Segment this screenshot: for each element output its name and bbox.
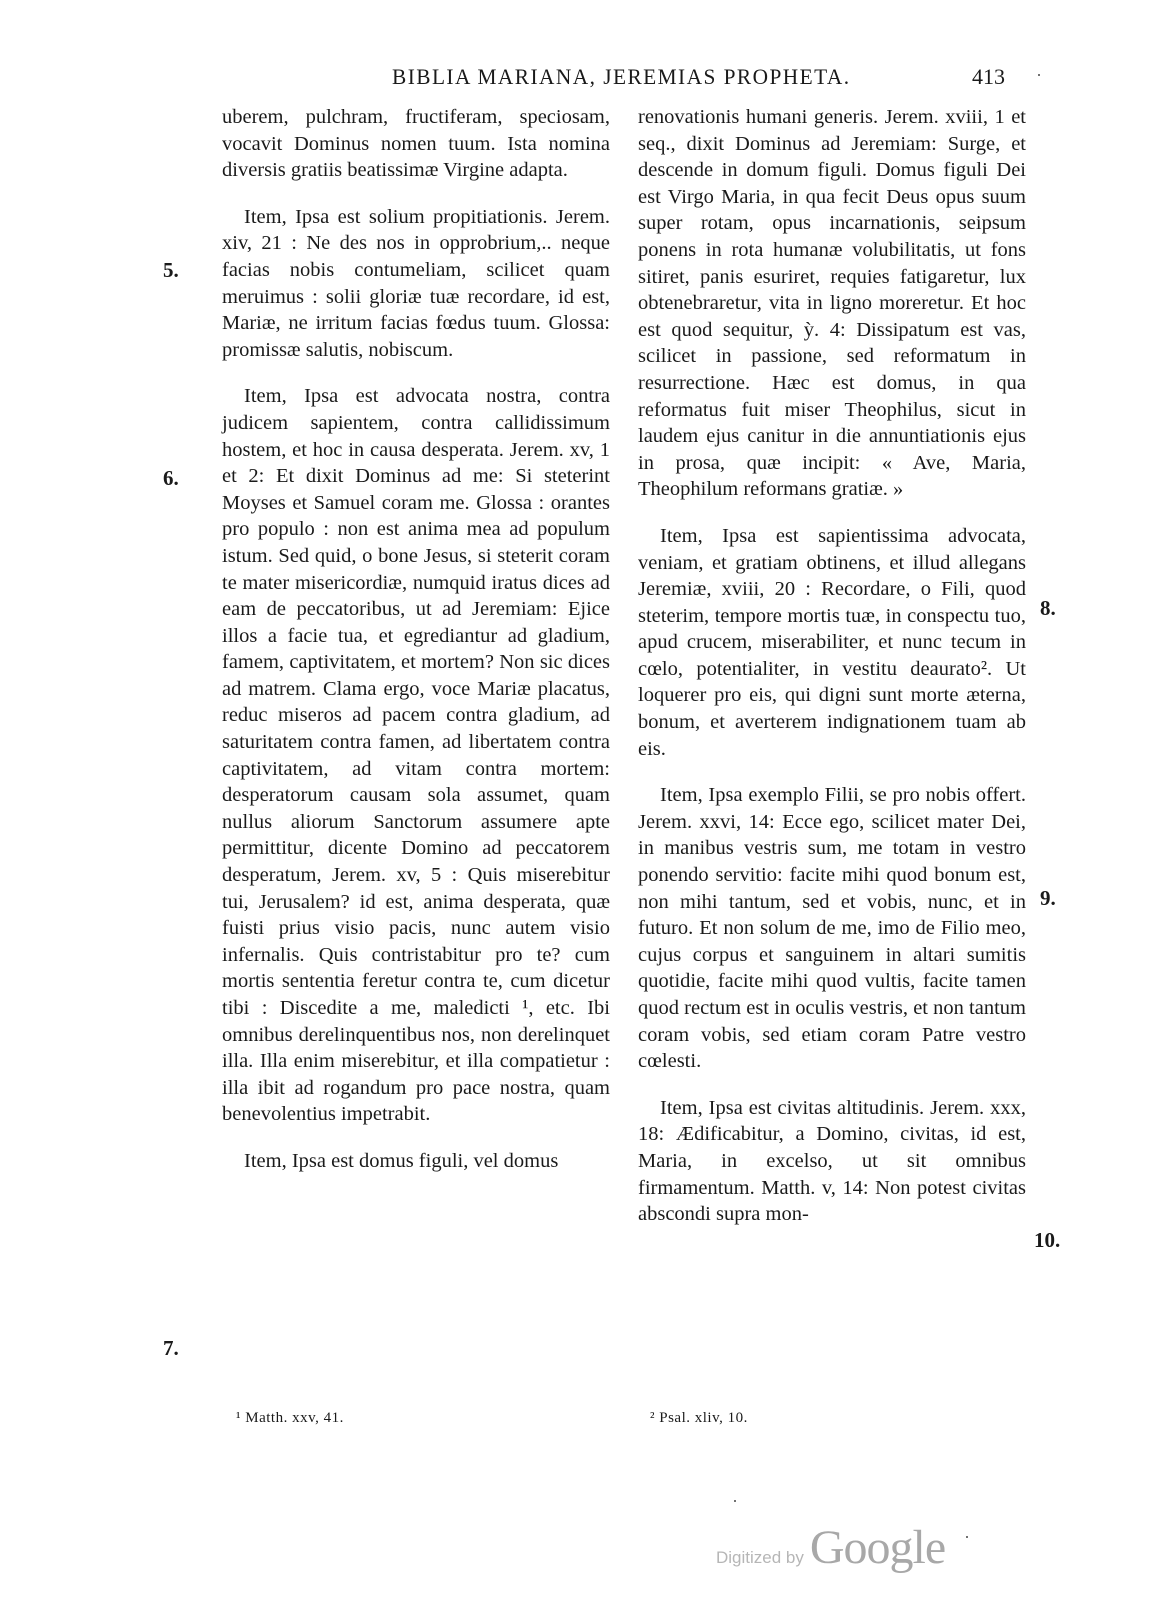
paragraph: uberem, pulchram, fructiferam, speciosam, vocavit Dominus nomen tuum. Ista nomina diversis gratiis beatissimæ Virgine adapta. bbox=[222, 106, 610, 182]
section-number: 9. bbox=[1040, 886, 1056, 910]
section-number: 6. bbox=[163, 466, 179, 490]
paragraph: Item, Ipsa est civitas altitudinis. Jerem. xxx, 18: Ædificabitur, a Domino, civitas, id est, Maria, in excelso, ut sit omnibus firmamentum. Matth. v, 14: Non potest civitas abscondi supra mon- bbox=[638, 1096, 1026, 1226]
footnote-right: ² Psal. xliv, 10. bbox=[650, 1410, 748, 1426]
section-number: 7. bbox=[163, 1336, 179, 1360]
scan-speck bbox=[1038, 74, 1040, 76]
footnote-left: ¹ Matth. xxv, 41. bbox=[236, 1410, 344, 1426]
section-number: 10. bbox=[1034, 1228, 1061, 1252]
digitized-label: Digitized by bbox=[716, 1548, 804, 1567]
scan-speck bbox=[966, 1536, 968, 1538]
page-number: 413 bbox=[972, 64, 1005, 89]
paragraph: Item, Ipsa est sapientissima advocata, veniam, et gratiam obtinens, et illud allegans Jeremiæ, xviii, 20 : Recordare, o Fili, quod steterim, tempore mortis tuæ, in conspectu tuo, apud crucem, miserabiliter, et nunc tecum in cœlo, potentialiter, in vestitu deaurato². Ut loquerer pro eis, qui digni sunt morte æterna, bonum, et averterem indignationem tuam ab eis. bbox=[638, 524, 1026, 760]
paragraph: Item, Ipsa est domus figuli, vel domus bbox=[244, 1149, 559, 1172]
paragraph: Item, Ipsa est solium propitiationis. Jerem. xiv, 21 : Ne des nos in opprobrium,.. neque facias nobis contumeliam, scilicet quam meruimus : solii gloriæ tuæ recordare, id est, Mariæ, ne irritum facias fœdus tuum. Glossa: promissæ salutis, nobiscum. bbox=[222, 205, 610, 361]
scan-speck bbox=[734, 1500, 736, 1502]
running-header bbox=[0, 64, 1160, 96]
digitized-watermark bbox=[716, 1520, 945, 1575]
section-number: 8. bbox=[1040, 596, 1056, 620]
paragraph: Item, Ipsa est advocata nostra, contra judicem sapientem, contra callidissimum hostem, et hoc in causa desperata. Jerem. xv, 1 et 2: Et dixit Dominus ad me: Si steterint Moyses et Samuel coram me. Glossa : orantes pro populo : non est anima mea ad populum istum. Sed quid, o bone Jesus, si steterit coram te mater misericordiæ, numquid iratus dices ad eam de peccatoribus, ut ad Jeremiam: Ejice illos a facie tua, et egrediantur ad gladium, famem, captivitatem, et mortem? Non sic dices ad matrem. Clama ergo, voce Mariæ placatus, reduc miseros ad pacem contra gladium, ad saturitatem contra famen, ad libertatem contra captivitatem, ad vitam contra mortem: desperatorum causam sola assumet, quam nullus aliorum Sanctorum assumere apte permittitur, dicente Domino ad peccatorem desperatum, Jerem. xv, 5 : Quis miserebitur tui, Jerusalem? id est, anima desperata, quæ fuisti prius visio pacis, nunc autem visio infernalis. Quis contristabitur pro te? cum mortis sententia feretur contra te, cum dicetur tibi : Discedite a me, maledicti ¹, etc. Ibi omnibus derelinquentibus nos, non derelinquet illa. Illa enim miserebitur, et illa compatietur : illa ibit ad rogandum pro pace nostra, quam benevolentius impetrabit. bbox=[222, 385, 610, 1126]
google-logo: Google bbox=[809, 1521, 946, 1574]
left-column bbox=[222, 104, 610, 1175]
paragraph: Item, Ipsa exemplo Filii, se pro nobis offert. Jerem. xxvi, 14: Ecce ego, scilicet mater Dei, in manibus vestris sum, me totam in vestro ponendo servitio: facite mihi quod bonum est, non mihi tantum, sed et vobis, nunc, et in futuro. Et non solum de me, imo de Filio meo, cujus corpus et sanguinem in altari sumitis quotidie, facite mihi quod vultis, facite tamen quod rectum est in oculis vestris, et non tantum coram vobis, sed etiam coram Patre vestro cœlesti. bbox=[638, 784, 1026, 1073]
right-column bbox=[638, 104, 1026, 1228]
running-title: BIBLIA MARIANA, JEREMIAS PROPHETA. bbox=[392, 64, 851, 89]
section-number: 5. bbox=[163, 258, 179, 282]
paragraph: renovationis humani generis. Jerem. xviii, 1 et seq., dixit Dominus ad Jeremiam: Surge, et descende in domum figuli. Domus figuli Dei est Virgo Maria, in qua fecit Deus opus suum super rotam, opus incarnationis, seipsum ponens in rota humanæ volubilitatis, ut fons sitiret, panis esuriret, requies fatigaretur, lux obtenebraretur, vita in ligno moreretur. Et hoc est quod sequitur, ỳ. 4: Dissipatum est vas, scilicet in passione, sed reformatum in resurrectione. Hæc est domus, in qua reformatus fuit miser Theophilus, sicut in laudem ejus canitur in die annuntiationis ejus in prosa, quæ incipit: « Ave, Maria, Theophilum reformans gratiæ. » bbox=[638, 106, 1026, 501]
